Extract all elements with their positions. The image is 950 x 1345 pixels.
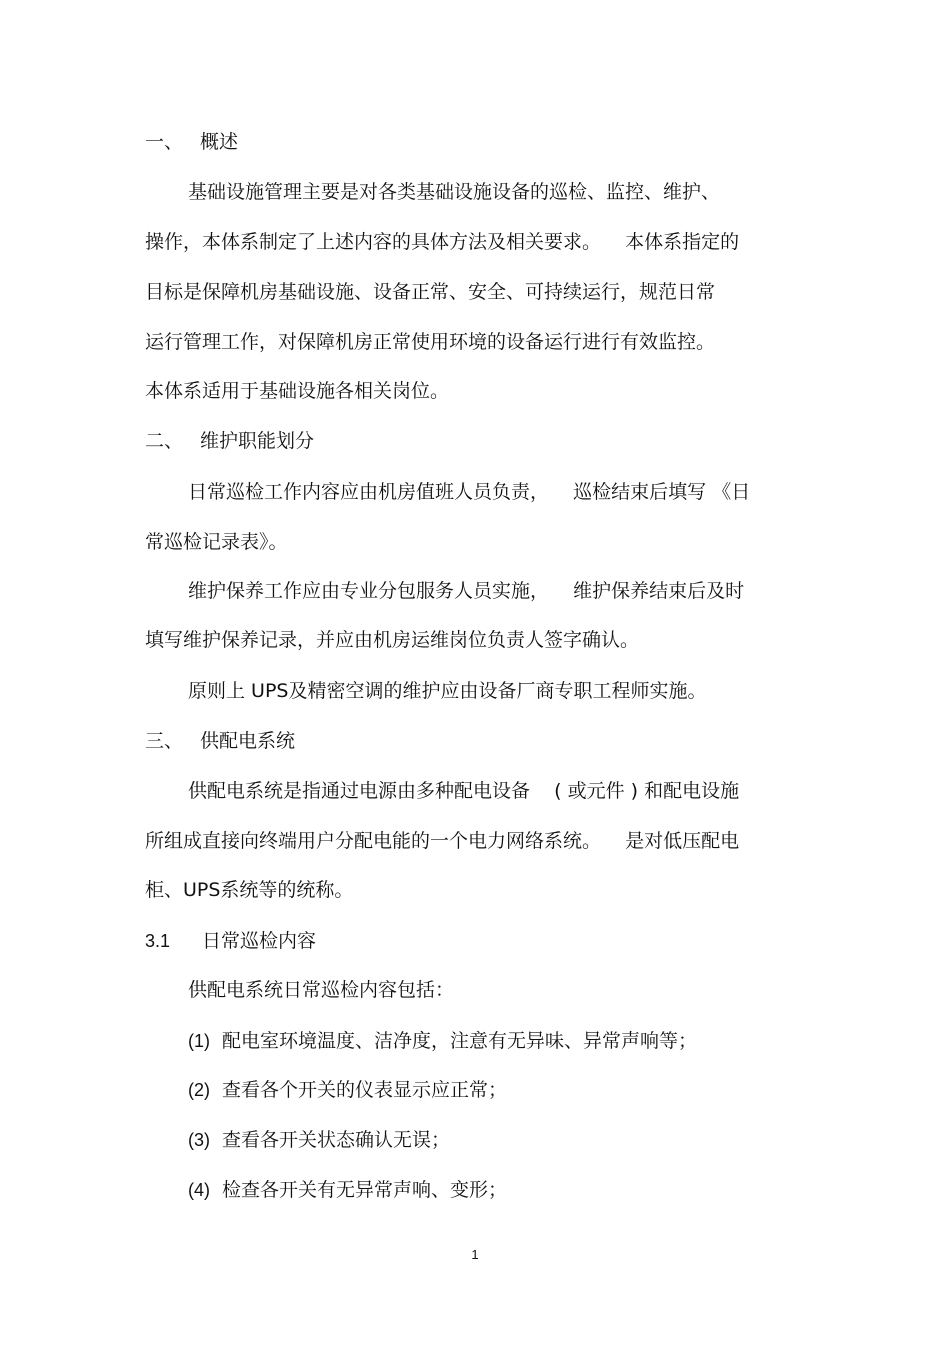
section-number: 一、 xyxy=(145,131,184,153)
list-item-number: (4) xyxy=(188,1180,210,1200)
paragraph-line: 供配电系统日常巡检内容包括： xyxy=(188,979,455,1001)
list-item-text: 查看各开关状态确认无误； xyxy=(222,1129,451,1151)
list-item-text: 检查各开关有无异常声响、变形； xyxy=(222,1179,508,1201)
paragraph-line: 基础设施管理主要是对各类基础设施设备的巡检、监控、维护、 xyxy=(188,181,721,203)
paragraph-line: 原则上 UPS及精密空调的维护应由设备厂商专职工程师实施。 xyxy=(188,680,707,702)
paragraph-line: 供配电系统是指通过电源由多种配电设备 ( 或元件 ) 和配电设施 xyxy=(188,780,740,802)
paragraph-line: 柜、UPS系统等的统称。 xyxy=(145,879,354,901)
paragraph-line: 常巡检记录表》。 xyxy=(145,531,288,553)
list-item-text: 查看各个开关的仪表显示应正常； xyxy=(222,1079,508,1101)
subsection-heading: 日常巡检内容 xyxy=(202,930,317,952)
section-heading: 维护职能划分 xyxy=(200,430,315,452)
paragraph-line: 日常巡检工作内容应由机房值班人员负责， 巡检结束后填写 《日 xyxy=(188,481,751,503)
list-item-number: (2) xyxy=(188,1080,210,1100)
list-item-text: 配电室环境温度、洁净度，注意有无异味、异常声响等； xyxy=(222,1030,698,1052)
section-number: 二、 xyxy=(145,430,184,452)
list-item-number: (1) xyxy=(188,1031,210,1051)
paragraph-line: 填写维护保养记录，并应由机房运维岗位负责人签字确认。 xyxy=(145,629,640,651)
page-number: 1 xyxy=(471,1247,479,1262)
section-number: 三、 xyxy=(145,730,184,752)
section-heading: 供配电系统 xyxy=(200,730,296,752)
paragraph-line: 所组成直接向终端用户分配电能的一个电力网络系统。 是对低压配电 xyxy=(145,830,740,852)
paragraph-line: 维护保养工作应由专业分包服务人员实施， 维护保养结束后及时 xyxy=(188,580,745,602)
list-item-number: (3) xyxy=(188,1130,210,1150)
subsection-number: 3.1 xyxy=(145,931,171,951)
section-heading: 概述 xyxy=(200,131,239,153)
paragraph-line: 操作，本体系制定了上述内容的具体方法及相关要求。 本体系指定的 xyxy=(145,231,740,253)
paragraph-line: 运行管理工作，对保障机房正常使用环境的设备运行进行有效监控。 xyxy=(145,331,716,353)
paragraph-line: 目标是保障机房基础设施、设备正常、安全、可持续运行，规范日常 xyxy=(145,281,716,303)
paragraph-line: 本体系适用于基础设施各相关岗位。 xyxy=(145,380,450,402)
